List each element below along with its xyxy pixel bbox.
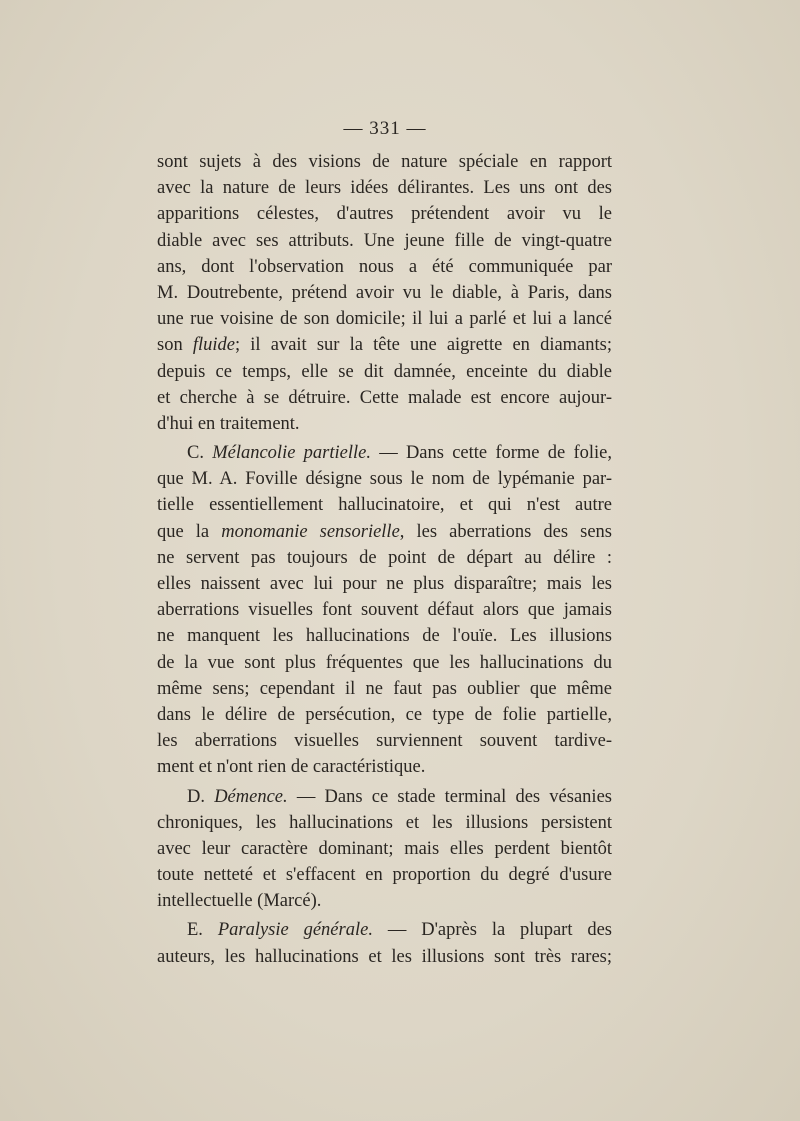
section-heading-line <box>157 440 612 466</box>
text-line: avec leur caractère dominant; mais elles perdent bientôt <box>157 838 612 859</box>
section-letter: C. <box>187 443 213 464</box>
text-line: les aberrations visuelles surviennent souvent tardive- <box>157 731 612 752</box>
text-line: sont sujets à des visions de nature spéciale en rapport <box>157 152 612 172</box>
text-line: aberrations visuelles font souvent défaut alors que jamais <box>157 600 612 621</box>
text-line <box>157 332 612 358</box>
section-heading-line <box>157 784 612 810</box>
text-line: dans le délire de persécution, ce type de folie partielle, <box>157 704 612 725</box>
text-run: , les aberrations des sens <box>399 521 612 542</box>
page-number: — 331 — <box>343 118 427 139</box>
text-line: et cherche à se détruire. Cette malade est encore aujour- <box>157 387 612 408</box>
text-line: M. Doutrebente, prétend avoir vu le diable, à Paris, dans <box>157 282 612 303</box>
text-line: toute netteté et s'effacent en proportion du degré d'usure <box>157 865 612 886</box>
text-line: de la vue sont plus fréquentes que les hallucinations du <box>157 652 612 673</box>
text-line: avec la nature de leurs idées délirantes. Les uns ont des <box>157 178 612 199</box>
text-line: ment et n'ont rien de caractéristique. <box>157 757 426 778</box>
section-heading-line <box>157 917 612 943</box>
text-line: ne manquent les hallucinations de l'ouïe. Les illusions <box>157 626 612 647</box>
body-text <box>157 149 612 970</box>
text-line: même sens; cependant il ne faut pas oublier que même <box>157 678 612 699</box>
text-line: chroniques, les hallucinations et les illusions persistent <box>157 812 612 833</box>
text-line: intellectuelle (Marcé). <box>157 891 322 912</box>
italic-term: monomanie sensorielle <box>221 521 400 542</box>
text-line: auteurs, les hallucinations et les illusions sont très rares; <box>157 946 612 967</box>
text-run: son <box>157 335 193 356</box>
text-line: depuis ce temps, elle se dit damnée, enceinte du diable <box>157 361 612 382</box>
text-line <box>157 519 612 545</box>
text-line: diable avec ses attributs. Une jeune fille de vingt-quatre <box>157 230 612 251</box>
text-line: que M. A. Foville désigne sous le nom de lypémanie par- <box>157 469 612 490</box>
text-run: que la <box>157 521 222 542</box>
text-run: — D'après la plupart des <box>372 920 613 941</box>
section-title: Paralysie générale. <box>217 920 373 941</box>
text-run: — Dans cette forme de folie, <box>370 443 612 464</box>
text-run: ; il avait sur la tête une aigrette en diamants; <box>235 335 612 356</box>
section-title: Démence. <box>214 786 288 807</box>
text-line: apparitions célestes, d'autres prétendent avoir vu le <box>157 204 612 225</box>
italic-term: fluide <box>192 335 235 356</box>
text-line: ans, dont l'observation nous a été communiquée par <box>157 256 612 277</box>
text-line: elles naissent avec lui pour ne plus disparaître; mais les <box>157 574 612 594</box>
text-line: une rue voisine de son domicile; il lui a parlé et lui a lancé <box>157 309 612 330</box>
section-title: Mélancolie partielle. <box>212 443 371 464</box>
section-letter: E. <box>187 920 218 941</box>
text-line: d'hui en traitement. <box>157 413 300 434</box>
section-letter: D. <box>187 786 215 807</box>
text-line: ne servent pas toujours de point de départ au délire : <box>157 547 612 568</box>
text-run: — Dans ce stade terminal des vésanies <box>287 786 612 807</box>
text-line: tielle essentiellement hallucinatoire, et qui n'est autre <box>157 495 612 516</box>
